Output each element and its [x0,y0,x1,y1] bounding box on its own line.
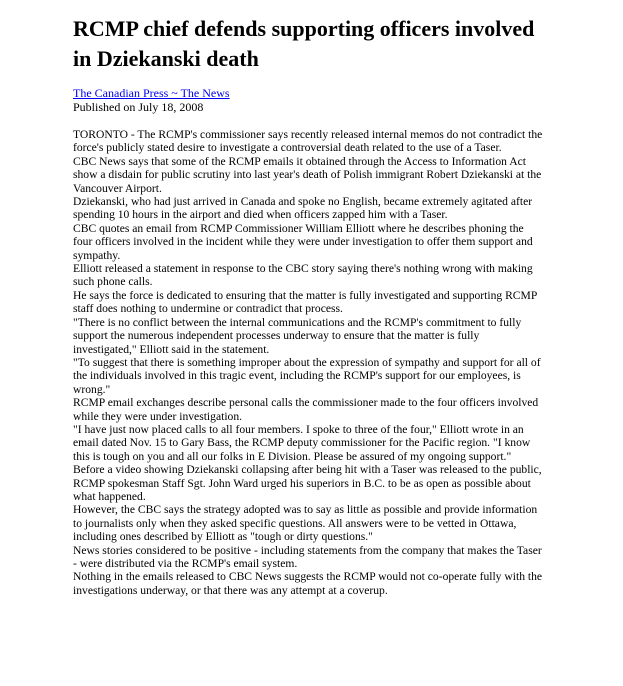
article-paragraph: "There is no conflict between the internal communications and the RCMP's commitment to fully support the numerous independent processes underway to ensure that the matter is fully investigated," Elliott said in the statement. [73,315,522,356]
publish-date: Published on July 18, 2008 [73,100,204,114]
article-paragraph: Dziekanski, who had just arrived in Canada and spoke no English, became extremely agitated after spending 10 hours in the airport and died when officers zapped him with a Taser. [73,195,533,222]
article-meta [73,86,543,114]
source-link[interactable]: The Canadian Press ~ The News [73,86,230,100]
article-body [73,128,543,597]
article-headline: RCMP chief defends supporting officers involved in Dziekanski death [73,16,535,71]
article-paragraph: "To suggest that there is something improper about the expression of sympathy and support for all of the individuals involved in this tragic event, including the RCMP's support for our employees, is wrong." [73,355,541,396]
article-page [73,14,543,597]
article-paragraph: RCMP email exchanges describe personal calls the commissioner made to the four officers involved while they were under investigation. [73,396,539,423]
article-paragraph: He says the force is dedicated to ensuring that the matter is fully investigated and supporting RCMP staff does nothing to undermine or contradict that process. [73,288,537,316]
article-paragraph: However, the CBC says the strategy adopted was to say as little as possible and provide information to journalists only when they asked specific questions. All answers were to be vetted in Ottawa, including ones described by Elliott as "tough or dirty questions." [73,503,538,544]
article-paragraph: TORONTO - The RCMP's commissioner says recently released internal memos do not contradict the force's publicly stated desire to investigate a controversial death related to the use of a Taser. [73,128,543,155]
article-paragraph: News stories considered to be positive - including statements from the company that makes the Taser - were distributed via the RCMP's email system. [73,543,542,570]
article-paragraph: Before a video showing Dziekanski collapsing after being hit with a Taser was released to the public, RCMP spokesman Staff Sgt. John Ward urged his superiors in B.C. to be as open as possible about what happened. [73,463,542,503]
article-paragraph: Nothing in the emails released to CBC News suggests the RCMP would not co-operate fully with the investigations underway, or that there was any attempt at a coverup. [73,570,543,597]
article-paragraph: "I have just now placed calls to all four members. I spoke to three of the four," Elliott wrote in an email dated Nov. 15 to Gary Bass, the RCMP deputy commissioner for the Pacific region. "I know this is tough on you and all our folks in E Division. Please be assured of my ongoing support." [73,422,531,463]
article-paragraph: CBC quotes an email from RCMP Commissioner William Elliott where he describes phoning the four officers involved in the incident while they were under investigation to offer them support and sympathy. [73,221,533,262]
article-paragraph: Elliott released a statement in response to the CBC story saying there's nothing wrong with making such phone calls. [73,262,533,289]
article-paragraph: CBC News says that some of the RCMP emails it obtained through the Access to Information Act show a disdain for public scrutiny into last year's death of Polish immigrant Robert Dziekanski at the Vancouver Airport. [73,154,542,195]
